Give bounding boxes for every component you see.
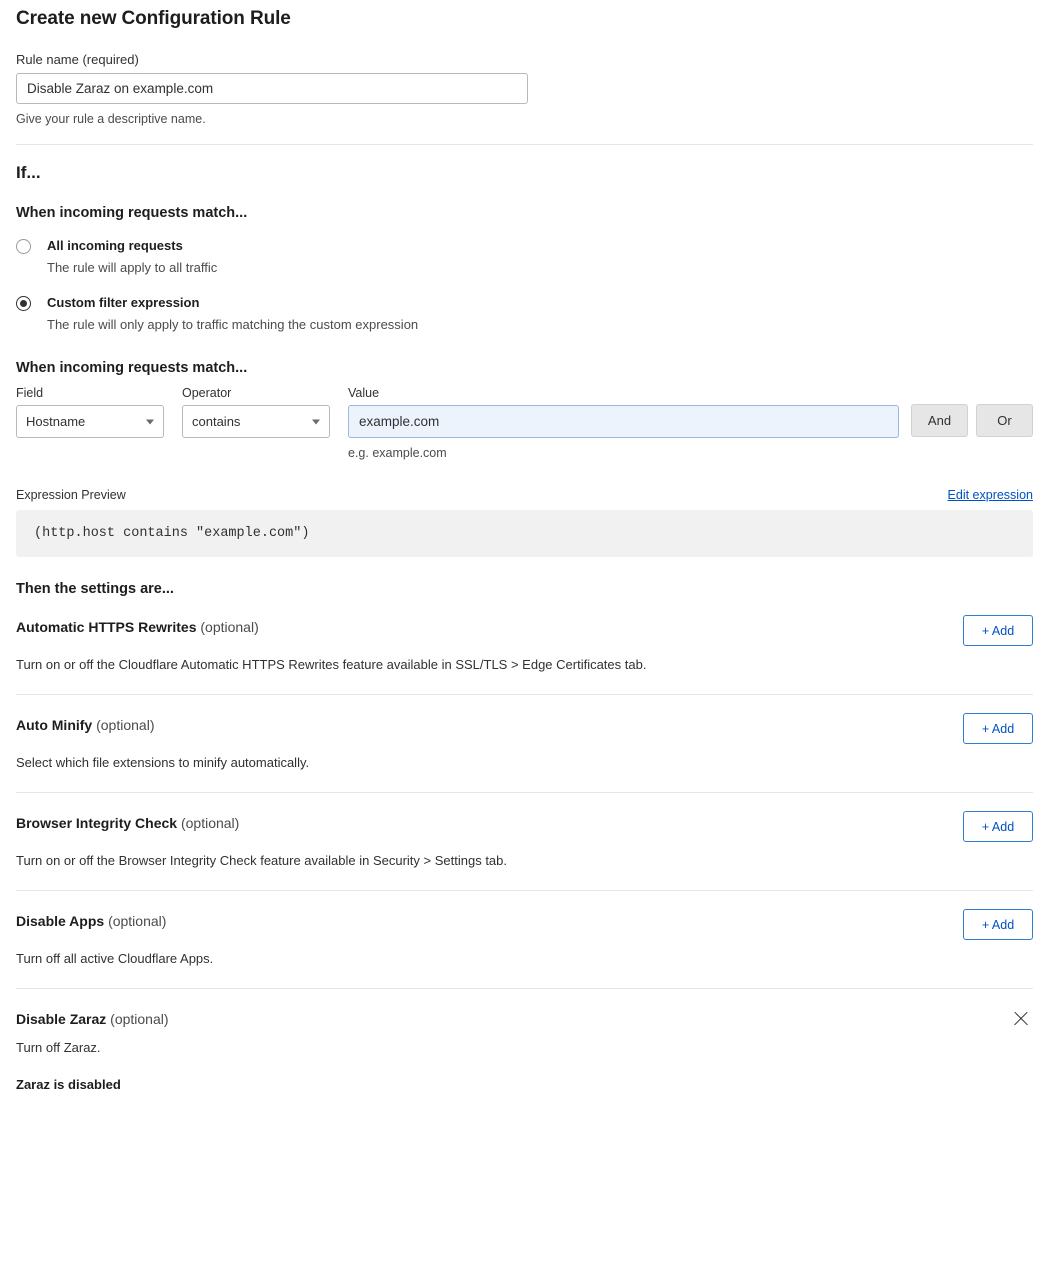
match-heading: When incoming requests match... [16, 205, 248, 221]
setting-name: Browser Integrity Check [16, 815, 178, 832]
radio-option-custom-filter[interactable] [16, 294, 1033, 335]
divider [16, 144, 1033, 145]
close-icon[interactable] [1011, 1009, 1031, 1029]
chevron-down-icon [146, 419, 154, 424]
setting-name: Disable Zaraz [16, 1011, 107, 1028]
setting-title [16, 619, 259, 635]
rule-name-help: Give your rule a descriptive name. [16, 112, 206, 126]
if-section-heading: If... [16, 163, 41, 182]
setting-optional: (optional) [110, 1011, 169, 1028]
radio-icon-custom-filter[interactable] [16, 296, 31, 311]
setting-title [16, 815, 239, 831]
operator-select-value: contains [192, 414, 241, 430]
radio-title-custom-filter: Custom filter expression [47, 294, 200, 310]
setting-optional: (optional) [200, 619, 259, 636]
add-button-auto-minify[interactable]: + Add [963, 713, 1033, 744]
add-button-browser-integrity-check[interactable]: + Add [963, 811, 1033, 842]
setting-optional: (optional) [180, 815, 240, 832]
match-radio-group [16, 237, 1033, 334]
radio-title-all-requests: All incoming requests [47, 238, 183, 253]
field-column [16, 386, 164, 438]
add-button-disable-apps[interactable]: + Add [963, 909, 1033, 940]
setting-name: Auto Minify [16, 717, 93, 734]
setting-title [16, 717, 154, 733]
value-input[interactable] [348, 405, 899, 438]
filter-row [16, 386, 1033, 460]
radio-desc-custom-filter: The rule will only apply to traffic matching the custom expression [47, 316, 419, 332]
setting-disable-apps [16, 891, 1033, 966]
setting-name: Disable Apps [16, 913, 105, 930]
setting-auto-minify [16, 695, 1033, 770]
setting-description: Turn on or off the Browser Integrity Check feature available in Security > Settings tab. [16, 853, 508, 869]
chevron-down-icon [312, 419, 320, 424]
operator-select[interactable] [182, 405, 330, 438]
or-button[interactable]: Or [976, 404, 1033, 437]
then-section-heading: Then the settings are... [16, 581, 174, 598]
setting-disable-zaraz [16, 989, 1033, 1092]
edit-expression-link[interactable]: Edit expression [947, 488, 1033, 503]
setting-description: Turn off Zaraz. [16, 1040, 101, 1056]
expression-preview-header [16, 488, 1033, 502]
setting-description: Select which file extensions to minify automatically. [16, 755, 310, 771]
setting-optional: (optional) [108, 913, 167, 930]
setting-browser-integrity-check [16, 793, 1033, 868]
field-select[interactable] [16, 405, 164, 438]
value-help: e.g. example.com [348, 446, 447, 461]
filter-heading: When incoming requests match... [16, 360, 248, 377]
radio-option-all-requests[interactable] [16, 237, 1033, 278]
setting-title [16, 913, 166, 929]
setting-description: Turn off all active Cloudflare Apps. [16, 951, 214, 967]
expression-preview-box: (http.host contains "example.com") [16, 510, 1033, 557]
value-column [348, 386, 899, 460]
setting-name: Automatic HTTPS Rewrites [16, 619, 197, 636]
setting-automatic-https-rewrites [16, 597, 1033, 672]
radio-icon-all-requests[interactable] [16, 239, 31, 254]
value-label: Value [348, 386, 380, 401]
status-badge: Zaraz is disabled [16, 1077, 121, 1093]
and-button[interactable]: And [911, 404, 968, 437]
setting-optional: (optional) [96, 717, 155, 734]
field-label: Field [16, 386, 44, 401]
operator-column [182, 386, 330, 438]
setting-title [16, 1011, 169, 1027]
field-select-value: Hostname [26, 414, 86, 430]
setting-description: Turn on or off the Cloudflare Automatic HTTPS Rewrites feature available in SSL/TLS > Edge Certificates tab. [16, 657, 647, 673]
configuration-rule-form [0, 8, 1049, 1092]
operator-label: Operator [182, 386, 232, 401]
radio-desc-all-requests: The rule will apply to all traffic [47, 259, 218, 275]
expression-preview-label: Expression Preview [16, 488, 126, 503]
rule-name-input[interactable] [16, 73, 528, 104]
logic-buttons [911, 404, 1033, 437]
page-title: Create new Configuration Rule [16, 8, 291, 29]
rule-name-label: Rule name (required) [16, 52, 139, 67]
add-button-automatic-https-rewrites[interactable]: + Add [963, 615, 1033, 646]
